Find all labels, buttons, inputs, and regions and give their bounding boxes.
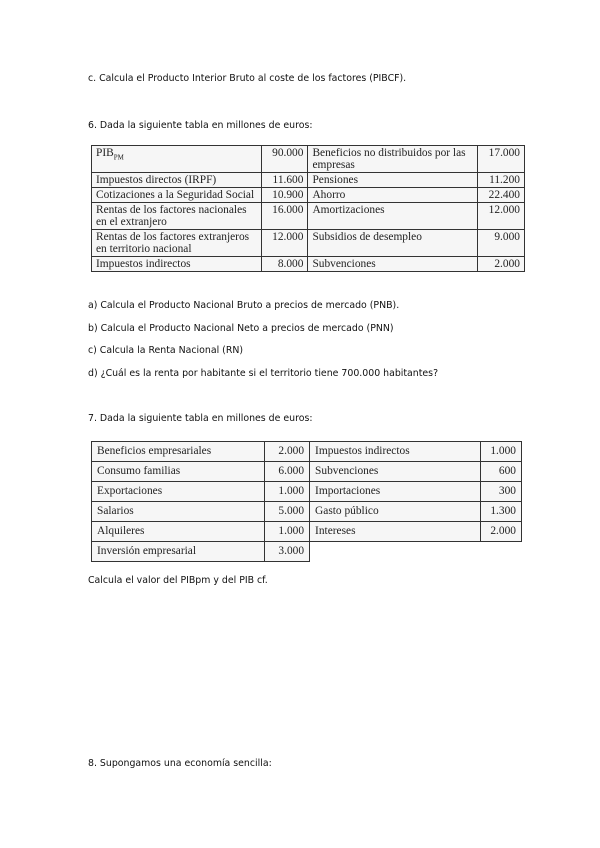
- value-cell: 1.300: [481, 502, 522, 522]
- value-cell: 5.000: [265, 502, 310, 522]
- concept-cell: [92, 462, 265, 482]
- value-cell: 2.000: [481, 522, 522, 542]
- concept-label: Intereses: [315, 525, 356, 537]
- empty-cell: [310, 542, 481, 562]
- concept-label: Subvenciones: [312, 258, 376, 270]
- value-cell: 16.000: [261, 203, 308, 230]
- table-row: [92, 203, 525, 230]
- value-cell: 12.000: [478, 203, 525, 230]
- concept-cell: [92, 203, 262, 230]
- question-6b: b) Calcula el Producto Nacional Neto a precios de mercado (PNN): [88, 323, 394, 334]
- value-cell: 17.000: [478, 146, 525, 173]
- concept-cell: [92, 173, 262, 188]
- concept-cell: [310, 482, 481, 502]
- concept-cell: [310, 522, 481, 542]
- concept-cell: [92, 230, 262, 257]
- concept-subscript: PM: [113, 153, 124, 162]
- concept-cell: [308, 146, 478, 173]
- value-cell: 1.000: [265, 482, 310, 502]
- concept-cell: [308, 257, 478, 272]
- value-cell: 9.000: [478, 230, 525, 257]
- value-cell: 1.000: [481, 442, 522, 462]
- value-cell: 8.000: [261, 257, 308, 272]
- table-row: [92, 146, 525, 173]
- concept-label: Impuestos indirectos: [96, 258, 191, 270]
- concept-label: Rentas de los factores extranjeros en territorio nacional: [96, 231, 250, 255]
- concept-label: Subsidios de desempleo: [312, 231, 422, 243]
- question-6c: c) Calcula la Renta Nacional (RN): [88, 345, 244, 356]
- concept-cell: [308, 173, 478, 188]
- table-row: [92, 482, 522, 502]
- concept-label: Exportaciones: [97, 485, 163, 497]
- table-row: [92, 522, 522, 542]
- concept-label: Subvenciones: [315, 465, 379, 477]
- value-cell: 3.000: [265, 542, 310, 562]
- concept-label: Impuestos directos (IRPF): [96, 174, 217, 186]
- table-row: [92, 173, 525, 188]
- empty-cell: [481, 542, 522, 562]
- concept-label: Inversión empresarial: [97, 545, 196, 557]
- table-row: [92, 257, 525, 272]
- value-cell: 2.000: [265, 442, 310, 462]
- concept-label: Impuestos indirectos: [315, 445, 410, 457]
- table-row: [92, 502, 522, 522]
- value-cell: 90.000: [261, 146, 308, 173]
- question-5c: c. Calcula el Producto Interior Bruto al coste de los factores (PIBCF).: [88, 73, 407, 84]
- concept-label: PIB: [96, 147, 114, 159]
- value-cell: 10.900: [261, 188, 308, 203]
- concept-label: Rentas de los factores nacionales en el extranjero: [96, 204, 247, 228]
- concept-label: Beneficios no distribuidos por las empresas: [312, 147, 466, 171]
- table-row: [92, 462, 522, 482]
- table-row: [92, 230, 525, 257]
- value-cell: 22.400: [478, 188, 525, 203]
- value-cell: 300: [481, 482, 522, 502]
- value-cell: 600: [481, 462, 522, 482]
- question-8-title: 8. Supongamos una economía sencilla:: [88, 758, 272, 769]
- concept-label: Salarios: [97, 505, 134, 517]
- value-cell: 6.000: [265, 462, 310, 482]
- concept-cell: [308, 188, 478, 203]
- concept-label: Importaciones: [315, 485, 381, 497]
- question-6a: a) Calcula el Producto Nacional Bruto a precios de mercado (PNB).: [88, 300, 400, 311]
- concept-cell: [92, 542, 265, 562]
- value-cell: 1.000: [265, 522, 310, 542]
- value-cell: 11.200: [478, 173, 525, 188]
- concept-label: Pensiones: [312, 174, 359, 186]
- question-7-prompt: Calcula el valor del PIBpm y del PIB cf.: [88, 575, 268, 586]
- value-cell: 2.000: [478, 257, 525, 272]
- table-6: [91, 145, 525, 272]
- concept-cell: [92, 442, 265, 462]
- concept-cell: [310, 442, 481, 462]
- concept-cell: [308, 230, 478, 257]
- table-row: [92, 442, 522, 462]
- table-7: [91, 441, 522, 562]
- concept-label: Cotizaciones a la Seguridad Social: [96, 189, 255, 201]
- table-row: [92, 542, 522, 562]
- concept-label: Beneficios empresariales: [97, 445, 212, 457]
- question-7-title: 7. Dada la siguiente tabla en millones de euros:: [88, 413, 313, 424]
- concept-cell: [92, 146, 262, 173]
- question-6-title: 6. Dada la siguiente tabla en millones de euros:: [88, 120, 313, 131]
- concept-cell: [308, 203, 478, 230]
- concept-cell: [92, 502, 265, 522]
- concept-label: Consumo familias: [97, 465, 181, 477]
- question-6d: d) ¿Cuál es la renta por habitante si el territorio tiene 700.000 habitantes?: [88, 368, 439, 379]
- concept-cell: [92, 482, 265, 502]
- value-cell: 11.600: [261, 173, 308, 188]
- concept-cell: [92, 188, 262, 203]
- concept-cell: [310, 462, 481, 482]
- concept-label: Gasto público: [315, 505, 379, 517]
- table-row: [92, 188, 525, 203]
- concept-cell: [92, 257, 262, 272]
- concept-cell: [310, 502, 481, 522]
- concept-cell: [92, 522, 265, 542]
- value-cell: 12.000: [261, 230, 308, 257]
- concept-label: Amortizaciones: [312, 204, 385, 216]
- concept-label: Alquileres: [97, 525, 145, 537]
- concept-label: Ahorro: [312, 189, 346, 201]
